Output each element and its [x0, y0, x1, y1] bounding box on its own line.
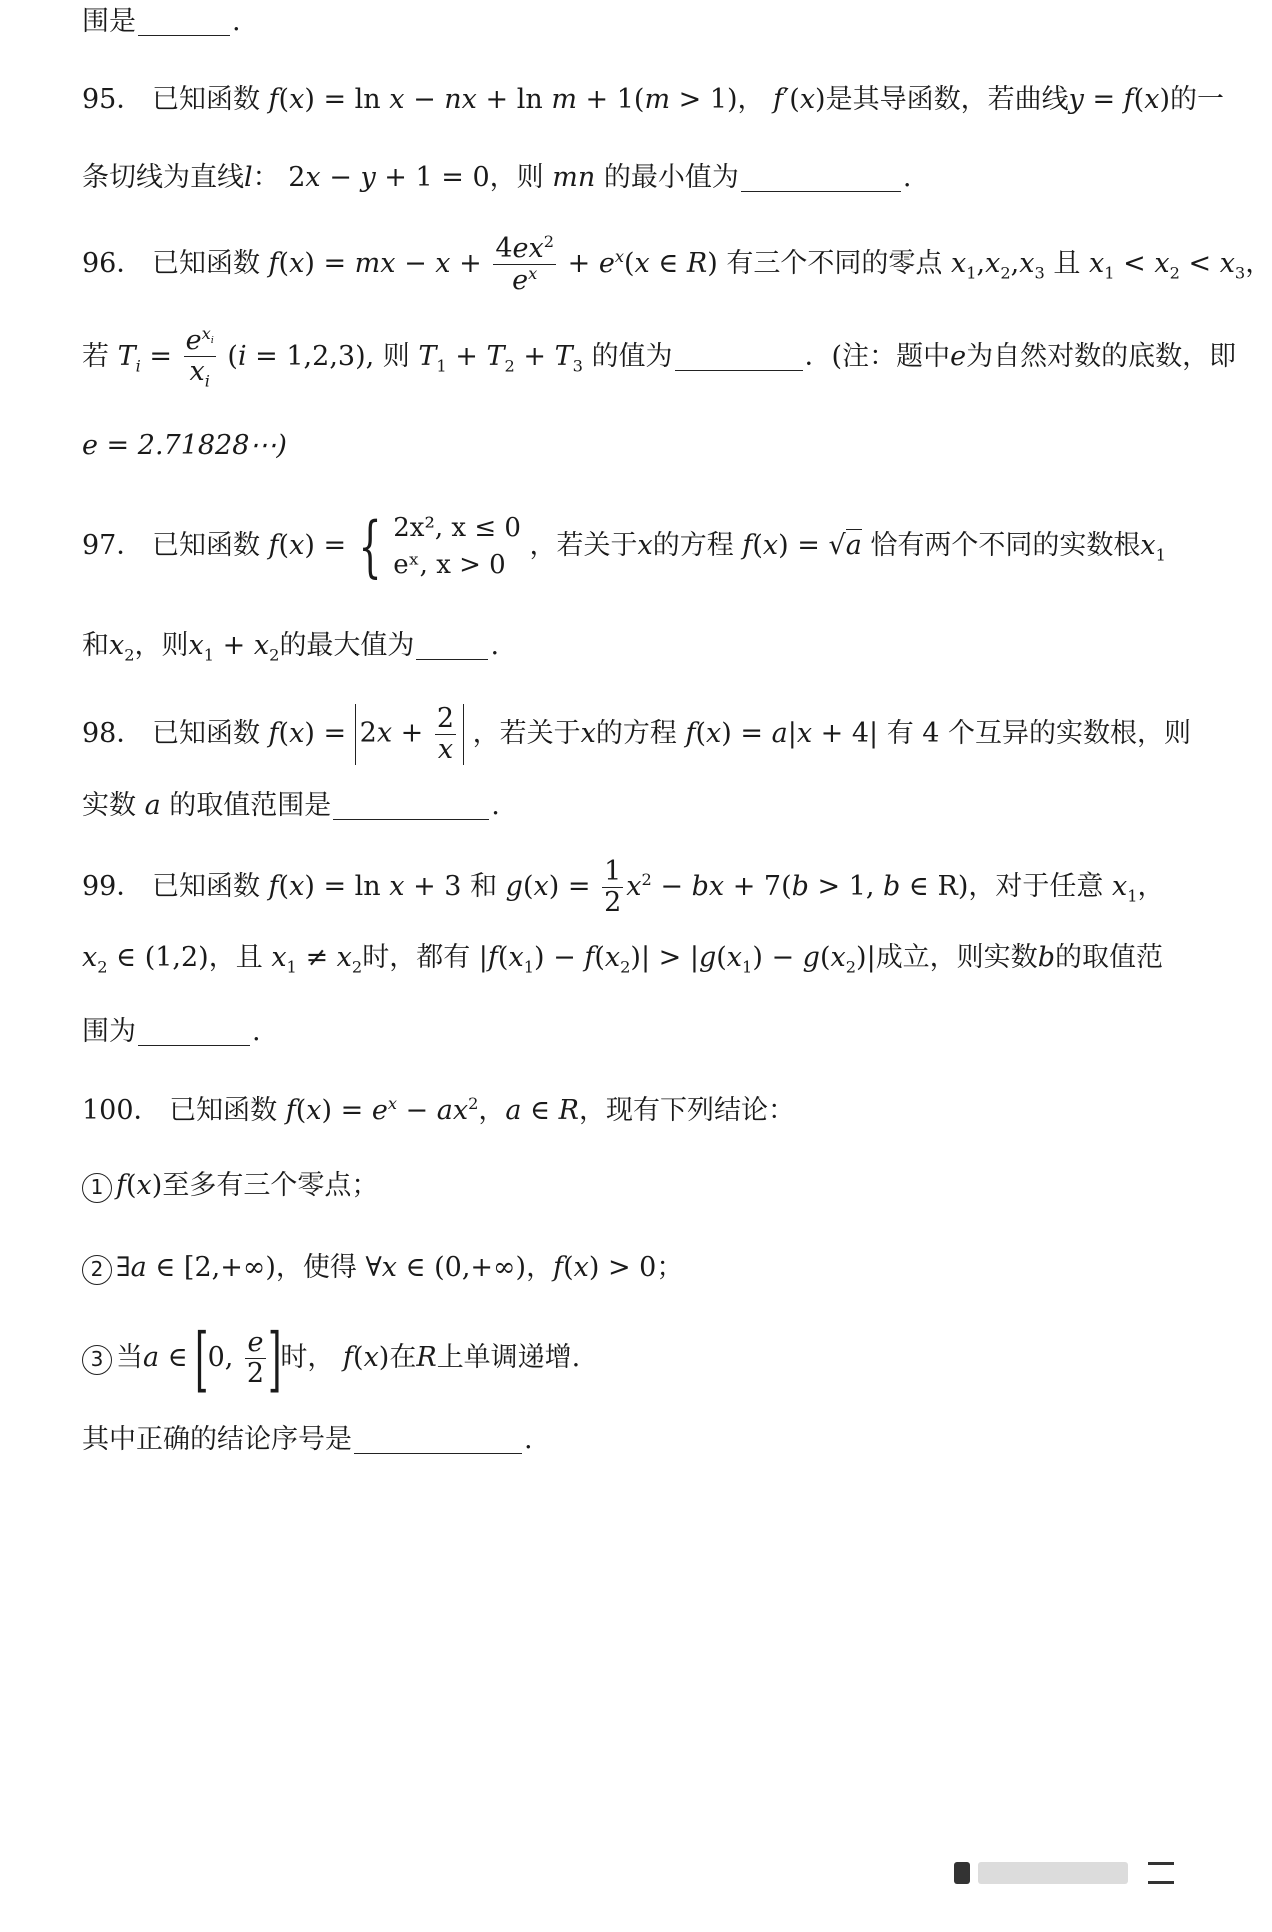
- math: mn: [552, 162, 596, 193]
- period: .: [490, 630, 500, 661]
- q-text: 其中正确的结论序号是: [82, 1424, 352, 1455]
- math: $x_1$: [1140, 530, 1166, 565]
- q-text: 和: [82, 630, 109, 661]
- q-text: 恰有两个不同的实数根: [870, 530, 1141, 561]
- math: e: [950, 341, 967, 372]
- answer-blank: [416, 629, 488, 660]
- math: ∃a ∈ [2,+∞): [116, 1252, 276, 1283]
- q-text: ，现有下列结论：: [579, 1095, 796, 1126]
- question-95-line-1: [82, 80, 1224, 120]
- math: $x_1 + x_2$: [188, 630, 280, 665]
- conclusion-3: [82, 1316, 1158, 1400]
- question-99-line-2: [82, 938, 1163, 987]
- math: f′(x): [773, 84, 826, 115]
- q-text: 的取值范围是: [169, 790, 332, 821]
- absolute-value: 2x + $\frac{2}{x}$: [355, 704, 464, 764]
- fraction: $\frac{e^{x_i}}{x_i}$: [185, 324, 214, 391]
- math: $x_1$，: [1111, 871, 1165, 906]
- math: f(x) = 2x + $\frac{2}{x}$: [269, 718, 465, 749]
- math: $x_2$: [109, 630, 135, 665]
- q-text: 在: [389, 1342, 417, 1373]
- q-text: 至多有三个零点；: [162, 1170, 379, 1201]
- indicator-bar-light: [978, 1862, 1128, 1884]
- period: .: [232, 6, 241, 37]
- fragment-line: [82, 2, 1158, 42]
- question-96-line-2: [82, 322, 1237, 401]
- math: f(x) = mx − x + $\frac{4ex^2}{e^x}$ + $e^x(x$ ∈ R): [268, 232, 718, 296]
- q-text: 已知函数: [151, 84, 260, 115]
- q-text: 已知函数: [169, 1095, 278, 1126]
- q-text: 的方程: [595, 718, 677, 749]
- question-96-line-3: [82, 426, 1158, 466]
- bracket: ]: [267, 1317, 282, 1400]
- circled-number-2: 2: [82, 1255, 112, 1285]
- q-text: 的取值范: [1054, 942, 1163, 973]
- math: y = f(x): [1068, 84, 1170, 115]
- q-text: 若: [82, 341, 109, 372]
- conclusion-2: [82, 1248, 1158, 1288]
- q-text: 和: [470, 871, 498, 902]
- q-text: 是其导函数，若曲线: [825, 84, 1069, 115]
- conclusion-1: [82, 1166, 1158, 1206]
- q-text: 且: [1053, 248, 1081, 279]
- period: .: [252, 1016, 261, 1047]
- page-indicator[interactable]: [954, 1872, 1174, 1912]
- q-text: ，则: [134, 630, 189, 661]
- period: .: [491, 790, 500, 821]
- math: f(x) =: [268, 530, 347, 561]
- q-text: 则: [382, 341, 410, 372]
- q-text: 的值为: [591, 341, 673, 372]
- q-text: 有 4 个互异的实数根，则: [886, 718, 1192, 749]
- period: .: [524, 1424, 533, 1455]
- math: a ∈ [0, $\frac{e}{2}$ ]: [143, 1317, 282, 1400]
- q-text: ，且: [208, 942, 263, 973]
- q-text: 时，都有: [362, 942, 471, 973]
- case-2: eˣ, x > 0: [393, 549, 506, 580]
- math: f(x) = ln x + 3: [268, 871, 462, 902]
- answer-blank: [333, 789, 489, 820]
- period: .: [902, 162, 912, 193]
- math: a: [136, 790, 170, 821]
- q-text: 的最大值为: [279, 630, 415, 661]
- q-text: 成立，则实数: [875, 942, 1038, 973]
- question-99-line-1: [82, 846, 1165, 930]
- q-text: 有三个不同的零点: [726, 248, 943, 279]
- piecewise-cases: [393, 510, 521, 583]
- math: x: [637, 530, 653, 561]
- q-text: 围为: [82, 1016, 136, 1047]
- answer-blank: [138, 1015, 250, 1046]
- math: R: [416, 1342, 437, 1373]
- math: g(x) = $\frac{1}{2}$ $x^2$ − bx + 7(b > 1, b ∈ R): [505, 856, 969, 918]
- answer-blank: [138, 5, 230, 36]
- q-text: 实数: [82, 790, 136, 821]
- q-text: ，则: [489, 162, 544, 193]
- indicator-bar-dark: [954, 1862, 970, 1884]
- q-text: 的最小值为: [603, 162, 739, 193]
- q-text: ．(注：题中: [804, 341, 951, 372]
- math: b: [1037, 942, 1055, 973]
- q-text: 当: [116, 1342, 143, 1373]
- fraction: $\frac{e}{2}$: [246, 1327, 265, 1389]
- math: $x_1 < x_2 < x_3$，: [1089, 248, 1272, 283]
- math: ∀x ∈ (0,+∞)，f(x) > 0；: [365, 1252, 684, 1283]
- circled-number-3: 3: [82, 1345, 112, 1375]
- q-text: 上单调递增.: [436, 1342, 581, 1373]
- math: x: [580, 718, 596, 749]
- question-number: 97．: [82, 530, 144, 561]
- question-number: 96．: [82, 248, 144, 279]
- math: l: [244, 162, 253, 193]
- math: f(x): [343, 1342, 390, 1373]
- math: $T_1 + T_2 + T_3$: [418, 341, 583, 376]
- math: $T_i$ = $\frac{e^{x_i}}{x_i}$ (i = 1,2,3),: [117, 324, 375, 391]
- question-number: 100．: [82, 1095, 161, 1126]
- q-text: ，: [737, 84, 765, 115]
- final-question-line: [82, 1420, 1158, 1460]
- question-97-line-1: [82, 506, 1166, 595]
- q-text: 的方程: [652, 530, 734, 561]
- q-text: 条切线为直线: [82, 162, 244, 193]
- question-number: 99．: [82, 871, 144, 902]
- q-text: 已知函数: [151, 248, 260, 279]
- e-value: e = 2.71828⋯): [82, 430, 287, 461]
- question-96-line-1: [82, 222, 1272, 308]
- question-97-line-2: [82, 626, 1158, 675]
- math: f(x): [116, 1170, 163, 1201]
- math: f(x) = √a: [742, 530, 862, 561]
- math: $x_1,x_2,x_3$: [950, 248, 1045, 283]
- circled-number-1: 1: [82, 1173, 112, 1203]
- fraction: $\frac{2}{x}$: [436, 703, 455, 765]
- math: $f(x) = e^x - ax^2$，a ∈ R: [285, 1094, 580, 1126]
- q-text: ，对于任意: [968, 871, 1104, 902]
- q-text: 已知函数: [151, 871, 260, 902]
- brace: {: [358, 507, 382, 585]
- math: $|f(x_1) - f(x_2)| > |g(x_1) - g(x_2)|$: [478, 942, 876, 977]
- fragment-text: 围是: [82, 6, 136, 37]
- q-text: 已知函数: [151, 718, 260, 749]
- q-text: ：: [252, 162, 280, 193]
- math: $x_2$ ∈ (1,2): [82, 942, 209, 977]
- math: f(x) = a|x + 4|: [685, 718, 879, 749]
- q-text: 的一: [1169, 84, 1224, 115]
- question-98-line-2: [82, 786, 1158, 826]
- question-number: 98．: [82, 718, 144, 749]
- fraction: $\frac{1}{2}$: [604, 856, 622, 918]
- case-1: 2x², x ≤ 0: [393, 513, 521, 544]
- math: f(x) = ln x − nx + ln m + 1(m > 1): [268, 84, 738, 115]
- answer-blank: [675, 340, 803, 371]
- math: 2x − y + 1 = 0: [288, 162, 490, 193]
- question-number: 95．: [82, 84, 144, 115]
- q-text: 为自然对数的底数，即: [966, 341, 1237, 372]
- q-text: ，若关于: [472, 718, 581, 749]
- q-text: ，若关于: [529, 530, 638, 561]
- question-100-line-1: [82, 1084, 1158, 1131]
- q-text: 时，: [280, 1342, 335, 1373]
- question-98-line-1: [82, 696, 1192, 772]
- q-text: ，使得: [275, 1252, 357, 1283]
- fraction: $\frac{4ex^2}{e^x}$: [495, 232, 555, 296]
- answer-blank: [741, 161, 901, 192]
- q-text: 已知函数: [151, 530, 260, 561]
- menu-icon[interactable]: [1148, 1862, 1174, 1884]
- bracket: [: [195, 1317, 209, 1400]
- answer-blank: [354, 1423, 522, 1454]
- question-99-line-3: [82, 1012, 1158, 1052]
- question-95-line-2: [82, 158, 1158, 198]
- math: $x_1 \ne x_2$: [271, 942, 363, 977]
